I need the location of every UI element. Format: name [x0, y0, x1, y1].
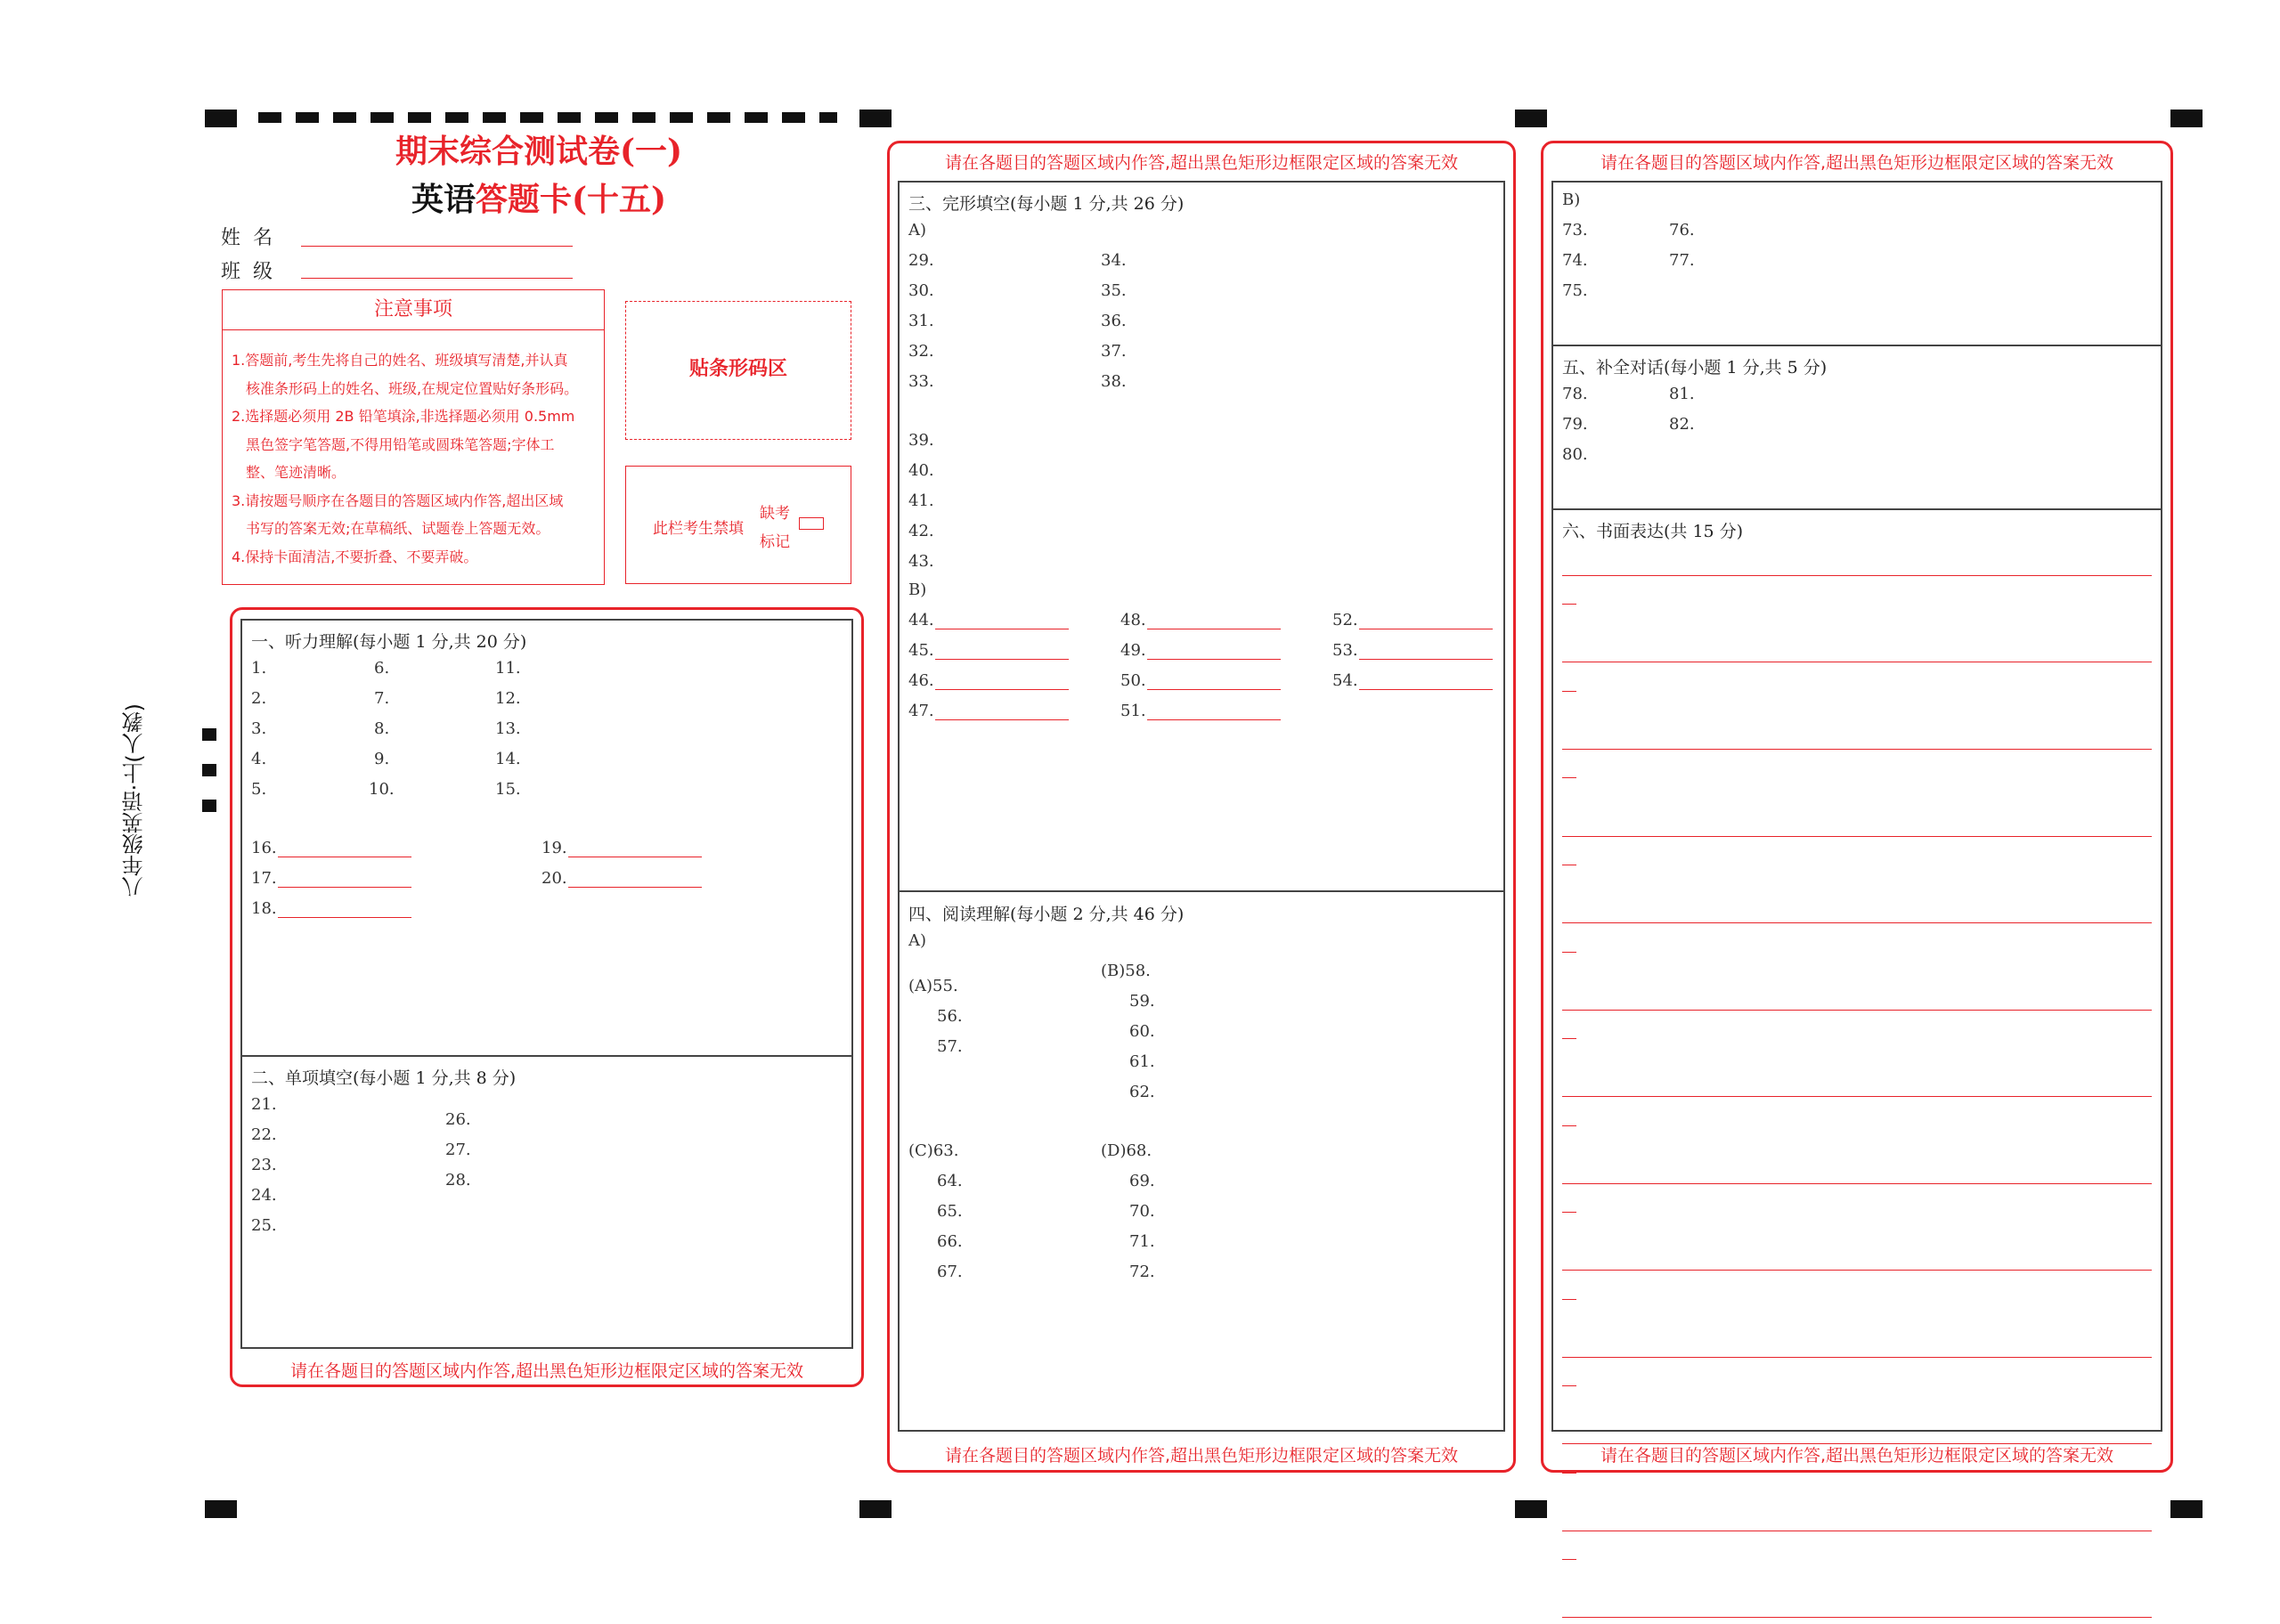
question-number: 23.: [251, 1156, 277, 1174]
notice-item: 整、笔迹清晰。: [246, 464, 346, 481]
question-number: 80.: [1562, 445, 1588, 464]
question-number: 78.: [1562, 385, 1588, 403]
subtitle-card: 答题卡(十五): [475, 181, 667, 218]
answer-line[interactable]: [278, 887, 411, 888]
section-3-box: [898, 181, 1505, 1432]
timing-mark: [2170, 110, 2203, 127]
boundary-warning: 请在各题目的答题区域内作答,超出黑色矩形边框限定区域的答案无效: [944, 153, 1459, 173]
question-number: 61.: [1129, 1052, 1155, 1071]
timing-mark: [1515, 1500, 1547, 1518]
answer-line[interactable]: [568, 887, 702, 888]
writing-line-start: [1562, 1299, 1576, 1300]
barcode-area[interactable]: [625, 301, 851, 440]
question-number: 47.: [908, 702, 934, 720]
writing-line[interactable]: [1562, 1183, 2152, 1184]
answer-line[interactable]: [935, 719, 1069, 720]
side-mark: [202, 764, 216, 776]
question-number: 29.: [908, 251, 934, 270]
answer-line[interactable]: [1359, 659, 1493, 660]
timing-mark: [859, 110, 892, 127]
notice-item: 3.请按题号顺序在各题目的答题区域内作答,超出区域: [232, 491, 564, 509]
question-number: 75.: [1562, 281, 1588, 300]
question-number: 43.: [908, 552, 934, 571]
question-number: 82.: [1669, 415, 1695, 434]
notice-item: 2.选择题必须用 2B 铅笔填涂,非选择题必须用 0.5mm: [232, 408, 575, 425]
answer-line[interactable]: [1359, 689, 1493, 690]
question-number: 35.: [1101, 281, 1127, 300]
question-number: 46.: [908, 671, 934, 690]
writing-line-start: [1562, 604, 1576, 605]
writing-line[interactable]: [1562, 836, 2152, 837]
question-number: 42.: [908, 522, 934, 540]
question-number: (D)68.: [1101, 1141, 1152, 1160]
part-label: B): [1562, 191, 1581, 209]
question-number: 2.: [251, 689, 267, 708]
question-number: 33.: [908, 372, 934, 391]
timing-mark: [2170, 1500, 2203, 1518]
notice-item: 黑色签字笔答题,不得用铅笔或圆珠笔答题;字体工: [246, 435, 555, 453]
question-number: 21.: [251, 1095, 277, 1114]
question-number: 24.: [251, 1186, 277, 1205]
question-number: 30.: [908, 281, 934, 300]
question-number: 59.: [1129, 992, 1155, 1011]
question-number: 7.: [374, 689, 390, 708]
notice-item: 1.答题前,考生先将自己的姓名、班级填写清楚,并认真: [232, 352, 568, 369]
notice-item: 核准条形码上的姓名、班级,在规定位置贴好条形码。: [246, 379, 579, 397]
answer-line[interactable]: [1147, 659, 1281, 660]
section-divider: [898, 890, 1505, 892]
class-label: 班 级: [221, 261, 273, 283]
writing-line[interactable]: [1562, 1096, 2152, 1097]
section-2-title: 二、单项填空(每小题 1 分,共 8 分): [251, 1068, 517, 1088]
question-number: 53.: [1332, 641, 1358, 660]
question-number: 10.: [369, 780, 395, 799]
side-mark: [202, 728, 216, 741]
writing-line[interactable]: [1562, 749, 2152, 750]
absent-checkbox[interactable]: [799, 517, 824, 530]
question-number: 1.: [251, 659, 267, 678]
writing-line-start: [1562, 1385, 1576, 1386]
question-number: 51.: [1120, 702, 1146, 720]
notice-item: 4.保持卡面清洁,不要折叠、不要弄破。: [232, 548, 478, 565]
question-number: 62.: [1129, 1083, 1155, 1101]
question-number: 57.: [937, 1037, 963, 1056]
question-number: 48.: [1120, 611, 1146, 629]
boundary-warning: 请在各题目的答题区域内作答,超出黑色矩形边框限定区域的答案无效: [1600, 153, 2114, 173]
question-number: (B)58.: [1101, 962, 1151, 980]
question-number: 40.: [908, 461, 934, 480]
question-number: 26.: [445, 1110, 471, 1129]
writing-line-start: [1562, 1473, 1576, 1474]
section-1-title: 一、听力理解(每小题 1 分,共 20 分): [251, 632, 527, 652]
question-number: 38.: [1101, 372, 1127, 391]
side-mark: [202, 800, 216, 812]
question-number: 13.: [495, 719, 521, 738]
question-number: 12.: [495, 689, 521, 708]
section-4-title: 四、阅读理解(每小题 2 分,共 46 分): [908, 905, 1185, 924]
dash-row: [258, 112, 837, 123]
timing-mark: [205, 1500, 237, 1518]
question-number: 5.: [251, 780, 267, 799]
question-number: 17.: [251, 869, 277, 888]
answer-line[interactable]: [278, 917, 411, 918]
writing-line-start: [1562, 777, 1576, 778]
question-number: 76.: [1669, 221, 1695, 240]
question-number: 36.: [1101, 312, 1127, 330]
notice-item: 书写的答案无效;在草稿纸、试题卷上答题无效。: [246, 520, 550, 537]
grade-side-label: 八年级英语·上(人教): [122, 703, 147, 898]
boundary-warning: 请在各题目的答题区域内作答,超出黑色矩形边框限定区域的答案无效: [289, 1361, 804, 1381]
question-number: (A)55.: [908, 977, 958, 995]
subtitle-subject: 英语: [411, 181, 476, 218]
writing-line[interactable]: [1562, 1010, 2152, 1011]
question-number: 14.: [495, 750, 521, 768]
writing-line[interactable]: [1562, 1270, 2152, 1271]
question-number: 11.: [495, 659, 521, 678]
question-number: 34.: [1101, 251, 1127, 270]
part-label: B): [908, 581, 927, 599]
question-number: 41.: [908, 491, 934, 510]
question-number: 20.: [542, 869, 567, 888]
question-number: 15.: [495, 780, 521, 799]
question-number: 28.: [445, 1171, 471, 1190]
notice-list: [223, 330, 604, 571]
barcode-label: 贴条形码区: [688, 358, 787, 380]
question-number: 16.: [251, 839, 277, 857]
absent-mark-label2: 标记: [760, 533, 790, 551]
question-number: 54.: [1332, 671, 1358, 690]
question-number: 22.: [251, 1125, 277, 1144]
absent-mark-label: 缺考: [760, 505, 790, 523]
question-number: 50.: [1120, 671, 1146, 690]
exam-title: 期末综合测试卷(一): [395, 133, 683, 170]
question-number: 71.: [1129, 1232, 1155, 1251]
notice-title: 注意事项: [223, 290, 604, 330]
section-divider: [1551, 508, 2162, 510]
question-number: 60.: [1129, 1022, 1155, 1041]
question-number: 18.: [251, 899, 277, 918]
question-number: 69.: [1129, 1172, 1155, 1190]
writing-line-start: [1562, 1125, 1576, 1126]
question-number: 6.: [374, 659, 390, 678]
notice-box: [222, 289, 605, 585]
question-number: 37.: [1101, 342, 1127, 361]
absent-box: [625, 466, 851, 584]
question-number: 79.: [1562, 415, 1588, 434]
question-number: 70.: [1129, 1202, 1155, 1221]
timing-mark: [859, 1500, 892, 1518]
section-divider: [1551, 345, 2162, 346]
question-number: 31.: [908, 312, 934, 330]
writing-line-start: [1562, 1559, 1576, 1560]
absent-label: 此栏考生禁填: [653, 520, 744, 538]
question-number: 4.: [251, 750, 267, 768]
part-label: A): [908, 931, 927, 950]
question-number: 72.: [1129, 1263, 1155, 1281]
section-3-title: 三、完形填空(每小题 1 分,共 26 分): [908, 194, 1185, 214]
writing-line-start: [1562, 952, 1576, 953]
timing-mark: [1515, 110, 1547, 127]
question-number: (C)63.: [908, 1141, 959, 1160]
writing-line-start: [1562, 691, 1576, 692]
part-label: A): [908, 221, 927, 240]
question-number: 73.: [1562, 221, 1588, 240]
question-number: 39.: [908, 431, 934, 450]
question-number: 44.: [908, 611, 934, 629]
section-5-title: 五、补全对话(每小题 1 分,共 5 分): [1562, 358, 1828, 378]
question-number: 32.: [908, 342, 934, 361]
question-number: 64.: [937, 1172, 963, 1190]
writing-line[interactable]: [1562, 922, 2152, 923]
timing-mark: [205, 110, 237, 127]
question-number: 77.: [1669, 251, 1695, 270]
question-number: 9.: [374, 750, 390, 768]
writing-line[interactable]: [1562, 1617, 2152, 1618]
answer-line[interactable]: [1147, 689, 1281, 690]
name-label: 姓 名: [221, 227, 273, 249]
writing-line[interactable]: [1562, 1357, 2152, 1358]
question-number: 66.: [937, 1232, 963, 1251]
name-field[interactable]: [301, 246, 573, 247]
question-number: 52.: [1332, 611, 1358, 629]
section-divider: [240, 1055, 853, 1057]
answer-line[interactable]: [935, 689, 1069, 690]
card-subtitle: [330, 175, 748, 220]
section-6-title: 六、书面表达(共 15 分): [1562, 522, 1744, 541]
question-number: 45.: [908, 641, 934, 660]
question-number: 19.: [542, 839, 567, 857]
answer-line[interactable]: [1147, 719, 1281, 720]
question-number: 49.: [1120, 641, 1146, 660]
question-number: 65.: [937, 1202, 963, 1221]
question-number: 25.: [251, 1216, 277, 1235]
question-number: 3.: [251, 719, 267, 738]
question-number: 74.: [1562, 251, 1588, 270]
question-number: 67.: [937, 1263, 963, 1281]
boundary-warning: 请在各题目的答题区域内作答,超出黑色矩形边框限定区域的答案无效: [1600, 1446, 2114, 1466]
writing-line[interactable]: [1562, 575, 2152, 576]
writing-line-start: [1562, 1212, 1576, 1213]
section-1-box: [240, 619, 853, 1349]
class-field[interactable]: [301, 278, 573, 279]
answer-line[interactable]: [935, 659, 1069, 660]
writing-line-start: [1562, 1038, 1576, 1039]
question-number: 81.: [1669, 385, 1695, 403]
boundary-warning: 请在各题目的答题区域内作答,超出黑色矩形边框限定区域的答案无效: [944, 1446, 1459, 1466]
question-number: 27.: [445, 1141, 471, 1159]
question-number: 56.: [937, 1007, 963, 1026]
question-number: 8.: [374, 719, 390, 738]
